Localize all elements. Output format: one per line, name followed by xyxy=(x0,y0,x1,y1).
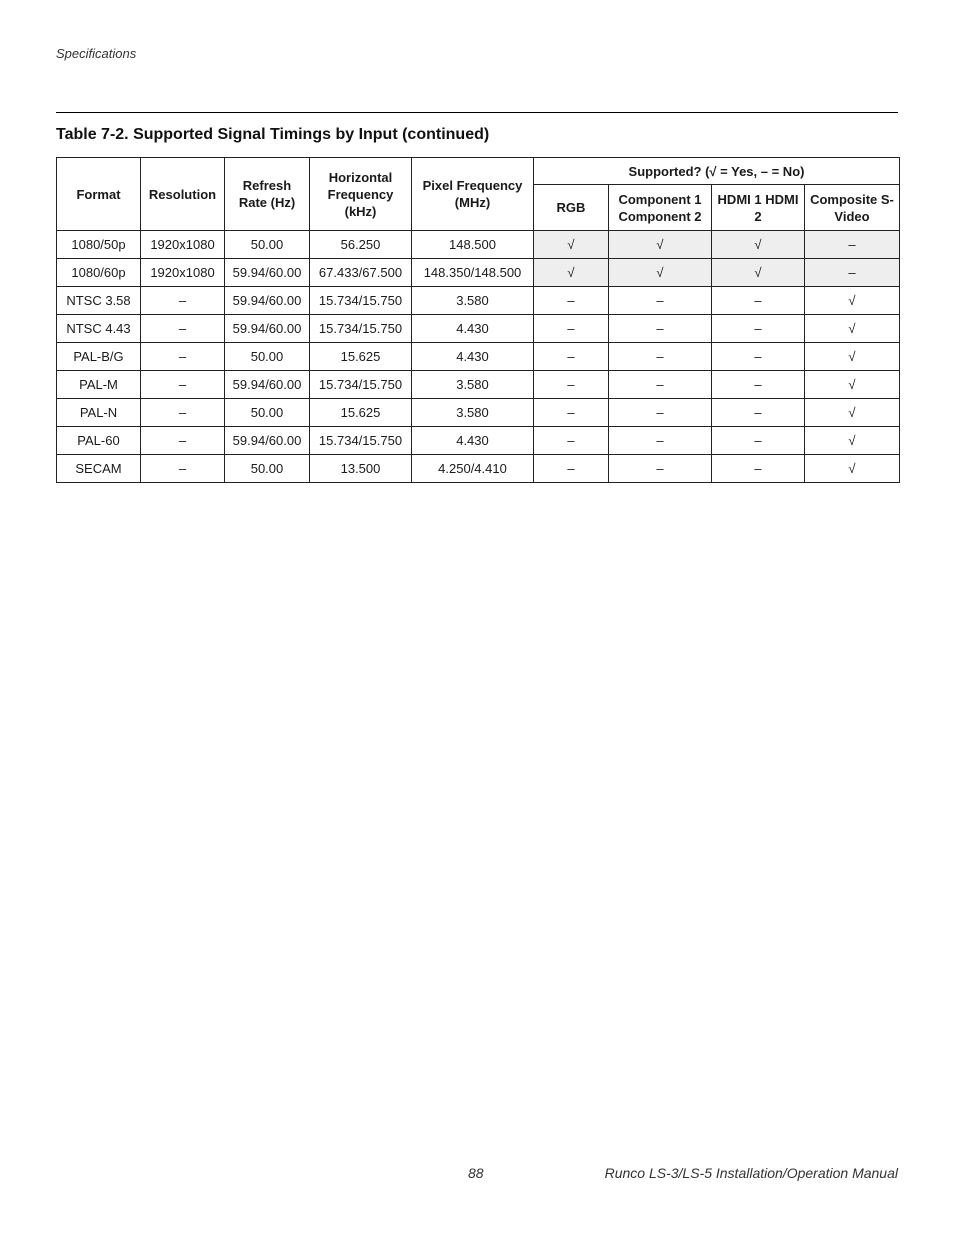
cell-resolution: – xyxy=(141,427,225,455)
col-header-rgb: RGB xyxy=(534,185,609,231)
signal-timings-table xyxy=(56,157,900,483)
cell-component: – xyxy=(609,399,712,427)
cell-rgb: – xyxy=(534,399,609,427)
cell-format: PAL-M xyxy=(57,371,141,399)
cell-horizontal-frequency: 15.734/15.750 xyxy=(310,287,412,315)
cell-pixel-frequency: 3.580 xyxy=(412,371,534,399)
col-header-pixel-frequency: Pixel Frequency (MHz) xyxy=(412,158,534,231)
cell-rgb: – xyxy=(534,315,609,343)
cell-component: – xyxy=(609,427,712,455)
cell-composite: √ xyxy=(805,315,900,343)
cell-component: – xyxy=(609,343,712,371)
cell-refresh-rate: 50.00 xyxy=(225,231,310,259)
cell-format: PAL-60 xyxy=(57,427,141,455)
cell-horizontal-frequency: 15.734/15.750 xyxy=(310,371,412,399)
cell-resolution: – xyxy=(141,315,225,343)
cell-hdmi: – xyxy=(712,287,805,315)
cell-format: 1080/50p xyxy=(57,231,141,259)
cell-horizontal-frequency: 15.625 xyxy=(310,343,412,371)
cell-composite: √ xyxy=(805,343,900,371)
table-row xyxy=(57,315,900,343)
table-title: Table 7-2. Supported Signal Timings by Input (continued) xyxy=(56,126,490,143)
cell-format: SECAM xyxy=(57,455,141,483)
cell-pixel-frequency: 148.350/148.500 xyxy=(412,259,534,287)
cell-rgb: – xyxy=(534,455,609,483)
cell-pixel-frequency: 4.430 xyxy=(412,315,534,343)
header-row-top xyxy=(57,158,900,185)
cell-refresh-rate: 59.94/60.00 xyxy=(225,427,310,455)
cell-composite: – xyxy=(805,259,900,287)
cell-resolution: – xyxy=(141,371,225,399)
cell-composite: √ xyxy=(805,287,900,315)
table-row xyxy=(57,455,900,483)
cell-rgb: – xyxy=(534,427,609,455)
cell-refresh-rate: 50.00 xyxy=(225,455,310,483)
cell-pixel-frequency: 4.430 xyxy=(412,343,534,371)
cell-horizontal-frequency: 67.433/67.500 xyxy=(310,259,412,287)
col-header-refresh-rate: Refresh Rate (Hz) xyxy=(225,158,310,231)
table-body xyxy=(57,231,900,483)
col-header-resolution: Resolution xyxy=(141,158,225,231)
col-header-format: Format xyxy=(57,158,141,231)
page-number: 88 xyxy=(468,1165,484,1181)
table-row xyxy=(57,343,900,371)
cell-hdmi: – xyxy=(712,315,805,343)
cell-composite: √ xyxy=(805,427,900,455)
cell-hdmi: – xyxy=(712,427,805,455)
cell-rgb: – xyxy=(534,371,609,399)
cell-component: √ xyxy=(609,231,712,259)
cell-rgb: √ xyxy=(534,259,609,287)
cell-resolution: – xyxy=(141,287,225,315)
cell-rgb: – xyxy=(534,287,609,315)
cell-composite: – xyxy=(805,231,900,259)
cell-horizontal-frequency: 15.734/15.750 xyxy=(310,315,412,343)
cell-component: √ xyxy=(609,259,712,287)
cell-pixel-frequency: 3.580 xyxy=(412,399,534,427)
cell-horizontal-frequency: 56.250 xyxy=(310,231,412,259)
cell-pixel-frequency: 4.250/4.410 xyxy=(412,455,534,483)
cell-hdmi: √ xyxy=(712,231,805,259)
cell-refresh-rate: 59.94/60.00 xyxy=(225,371,310,399)
cell-refresh-rate: 59.94/60.00 xyxy=(225,259,310,287)
col-header-composite: Composite S-Video xyxy=(805,185,900,231)
cell-resolution: – xyxy=(141,455,225,483)
table-row xyxy=(57,231,900,259)
table-row xyxy=(57,259,900,287)
table-row xyxy=(57,287,900,315)
cell-refresh-rate: 59.94/60.00 xyxy=(225,287,310,315)
cell-hdmi: – xyxy=(712,399,805,427)
cell-component: – xyxy=(609,287,712,315)
cell-composite: √ xyxy=(805,455,900,483)
cell-refresh-rate: 50.00 xyxy=(225,343,310,371)
cell-hdmi: – xyxy=(712,371,805,399)
running-head: Specifications xyxy=(56,46,137,61)
cell-resolution: 1920x1080 xyxy=(141,259,225,287)
cell-refresh-rate: 59.94/60.00 xyxy=(225,315,310,343)
cell-format: PAL-N xyxy=(57,399,141,427)
cell-format: NTSC 3.58 xyxy=(57,287,141,315)
table-row xyxy=(57,371,900,399)
cell-component: – xyxy=(609,455,712,483)
cell-resolution: 1920x1080 xyxy=(141,231,225,259)
col-header-hdmi: HDMI 1 HDMI 2 xyxy=(712,185,805,231)
cell-resolution: – xyxy=(141,343,225,371)
cell-pixel-frequency: 148.500 xyxy=(412,231,534,259)
header-rule xyxy=(56,112,898,113)
cell-horizontal-frequency: 13.500 xyxy=(310,455,412,483)
cell-rgb: √ xyxy=(534,231,609,259)
cell-composite: √ xyxy=(805,399,900,427)
col-header-supported: Supported? (√ = Yes, – = No) xyxy=(534,158,900,185)
cell-hdmi: – xyxy=(712,343,805,371)
cell-format: PAL-B/G xyxy=(57,343,141,371)
cell-refresh-rate: 50.00 xyxy=(225,399,310,427)
col-header-horizontal-frequency: Horizontal Frequency (kHz) xyxy=(310,158,412,231)
cell-resolution: – xyxy=(141,399,225,427)
cell-horizontal-frequency: 15.734/15.750 xyxy=(310,427,412,455)
table-row xyxy=(57,427,900,455)
table-row xyxy=(57,399,900,427)
cell-pixel-frequency: 4.430 xyxy=(412,427,534,455)
cell-rgb: – xyxy=(534,343,609,371)
cell-component: – xyxy=(609,315,712,343)
cell-horizontal-frequency: 15.625 xyxy=(310,399,412,427)
cell-format: NTSC 4.43 xyxy=(57,315,141,343)
cell-composite: √ xyxy=(805,371,900,399)
manual-title: Runco LS-3/LS-5 Installation/Operation Manual xyxy=(604,1165,898,1181)
cell-format: 1080/60p xyxy=(57,259,141,287)
cell-hdmi: √ xyxy=(712,259,805,287)
cell-component: – xyxy=(609,371,712,399)
col-header-component: Component 1 Component 2 xyxy=(609,185,712,231)
cell-pixel-frequency: 3.580 xyxy=(412,287,534,315)
cell-hdmi: – xyxy=(712,455,805,483)
